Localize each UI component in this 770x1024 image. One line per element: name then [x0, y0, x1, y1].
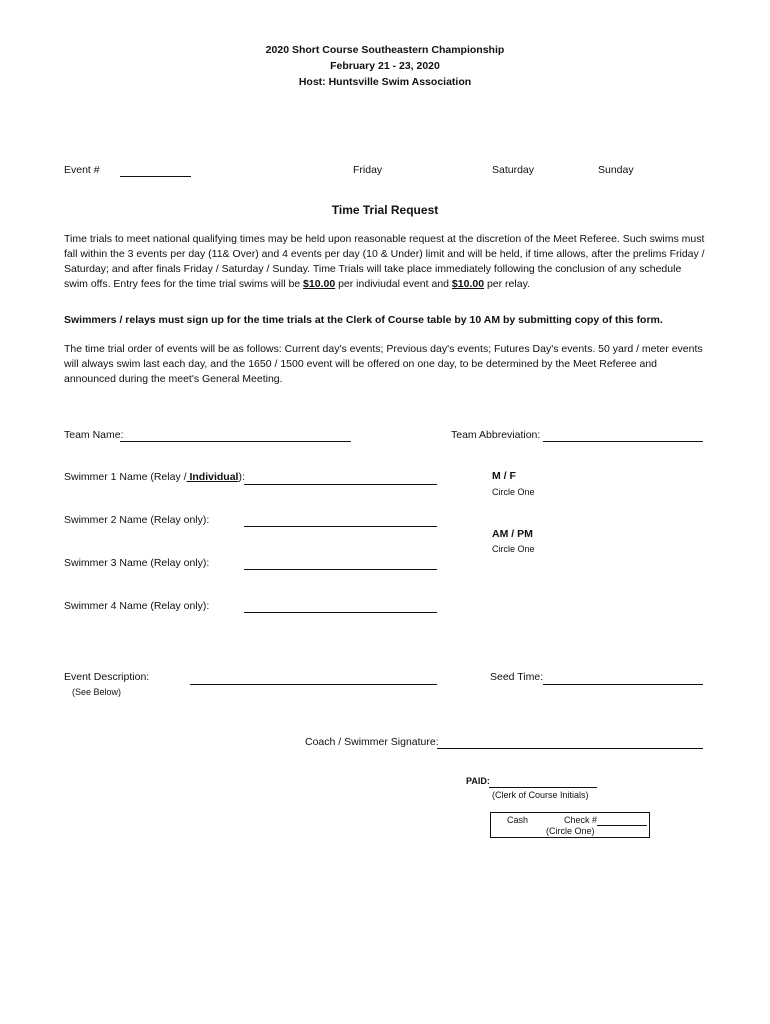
team-name-label: Team Name:: [64, 429, 124, 441]
instructions-text: Time trials to meet national qualifying times may be held upon reasonable request at the discretion of the Meet Referee. Such swims must fall within the 3 events per day (11& Over) and 4 events per day (10 & Under) limit and will be held, if time allows, after the prelims Friday / Saturday; and after finals Friday / Saturday / Sunday. Time Trials will take place immediately following the conclusion of any schedule swim offs. Entry fees for the time trial swims will be: [64, 233, 705, 290]
header-host: Host: Huntsville Swim Association: [298, 76, 472, 88]
ampm-choice[interactable]: AM / PM: [492, 528, 533, 540]
swimmer4-label: Swimmer 4 Name (Relay only):: [64, 600, 210, 612]
header-dates: February 21 - 23, 2020: [330, 60, 440, 72]
swimmer2-field[interactable]: [244, 526, 437, 527]
swimmer1-label-suffix: ):: [238, 471, 245, 483]
swimmer4-field[interactable]: [244, 612, 437, 613]
seed-time-label: Seed Time:: [490, 671, 544, 683]
swimmer1-individual: Individual: [186, 471, 239, 483]
day-saturday[interactable]: Saturday: [492, 164, 535, 176]
payment-check[interactable]: Check #: [564, 815, 598, 825]
swimmer3-label: Swimmer 3 Name (Relay only):: [64, 557, 210, 569]
event-number-field[interactable]: [120, 176, 191, 177]
event-order-paragraph: The time trial order of events will be as follows: Current day's events; Previous day's events; Futures Day's events. 50 yard / meter events will always swim last each day, and the 1650 / 1500 event will be offered on one day, to be determined by the Meet Referee and announced during the meet's General Meeting.: [64, 343, 703, 385]
header-title: 2020 Short Course Southeastern Championship: [265, 44, 505, 56]
gender-choice[interactable]: M / F: [492, 470, 516, 482]
event-description-field[interactable]: [190, 684, 437, 685]
swimmer1-label: [64, 471, 245, 483]
instructions-paragraph: [64, 232, 706, 292]
swimmer1-field[interactable]: [244, 484, 437, 485]
day-friday[interactable]: Friday: [353, 164, 383, 176]
team-name-field[interactable]: [120, 441, 351, 442]
payment-cash[interactable]: Cash: [507, 815, 529, 825]
swimmer3-field[interactable]: [244, 569, 437, 570]
instructions-text-between: per indiviudal event and: [335, 278, 452, 290]
form-title: Time Trial Request: [331, 203, 439, 217]
swimmer1-label-prefix: Swimmer 1 Name (Relay /: [64, 471, 187, 483]
relay-fee: $10.00: [451, 278, 485, 290]
swimmer2-label: Swimmer 2 Name (Relay only):: [64, 514, 210, 526]
circle-one-gender: Circle One: [492, 487, 535, 497]
paid-initials-field[interactable]: [489, 787, 597, 788]
team-abbrev-label: Team Abbreviation:: [451, 429, 541, 441]
paid-label: PAID:: [466, 776, 490, 786]
clerk-initials-note: (Clerk of Course Initials): [492, 790, 589, 800]
signup-notice: Swimmers / relays must sign up for the time trials at the Clerk of Course table by 10 AM by submitting copy of this form.: [64, 314, 663, 326]
signature-field[interactable]: [437, 748, 703, 749]
instructions-text-end: per relay.: [484, 278, 530, 290]
seed-time-field[interactable]: [543, 684, 703, 685]
circle-one-ampm: Circle One: [492, 544, 535, 554]
check-number-field[interactable]: [597, 825, 647, 826]
see-below-note: (See Below): [72, 687, 122, 697]
event-description-label: Event Description:: [64, 671, 150, 683]
team-abbrev-field[interactable]: [543, 441, 703, 442]
day-sunday[interactable]: Sunday: [598, 164, 634, 176]
event-number-label: Event #: [64, 164, 100, 176]
payment-circle-one: (Circle One): [546, 826, 595, 836]
signature-label: Coach / Swimmer Signature:: [305, 736, 439, 748]
event-fee: $10.00: [303, 278, 336, 290]
